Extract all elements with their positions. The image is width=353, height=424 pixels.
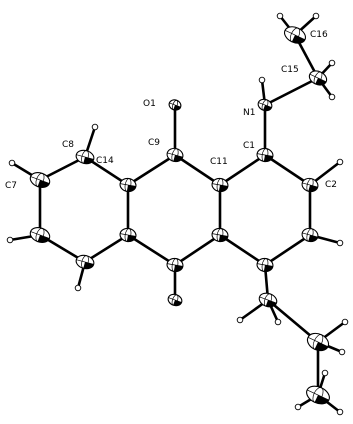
atom-label-c9: C9 [148,138,161,148]
hydrogen-atom-h3 [337,240,343,246]
atom-ellipsoid-o2 [167,292,184,307]
atom-label-layer [5,30,337,191]
hydrogen-atom-h19b [337,409,343,415]
atom-ellipsoid-o1 [168,98,183,112]
hydrogen-atom-h19c [322,370,328,376]
atom-label-c16: C16 [310,30,328,40]
atom-label-c11: C11 [210,157,228,167]
hydrogen-atom-h7 [9,160,15,166]
atom-label-n1: N1 [243,108,256,118]
atom-label-c1: C1 [243,141,256,151]
atom-ellipsoid-c6 [28,225,52,245]
hydrogen-atom-h8 [92,124,98,130]
hydrogen-atom-h16b [313,13,319,19]
atom-label-c2: C2 [325,180,338,190]
hydrogen-atom-h18a [342,319,348,325]
atom-label-c15: C15 [281,65,299,75]
atom-ellipsoid-n1 [257,97,274,112]
atom-ellipsoid-c7 [28,170,52,190]
atom-label-c7: C7 [5,181,18,191]
hydrogen-atom-h5 [75,285,81,291]
hydrogen-atom-h16a [277,13,283,19]
hydrogen-atom-h19a [295,404,301,410]
hydrogen-atom-h6 [7,237,13,243]
atom-label-c14: C14 [96,156,114,166]
hydrogen-atom-hn1 [259,77,265,83]
hydrogen-atom-h17a [237,317,243,323]
bond-c3-c4 [265,235,310,265]
bond-n1-c15 [265,78,318,105]
atom-label-o1: O1 [143,99,156,109]
hydrogen-atom-h18b [339,349,345,355]
hydrogen-atom-h17b [275,319,281,325]
hydrogen-atom-h15b [329,94,335,100]
bond-c10-c13 [128,235,175,265]
bond-c14-c9 [128,155,175,185]
bond-layer [10,16,345,412]
atom-label-c8: C8 [62,140,75,150]
hydrogen-atom-h2 [337,159,343,165]
bond-c12-c10 [175,235,220,265]
hydrogen-atom-h15a [329,60,335,66]
